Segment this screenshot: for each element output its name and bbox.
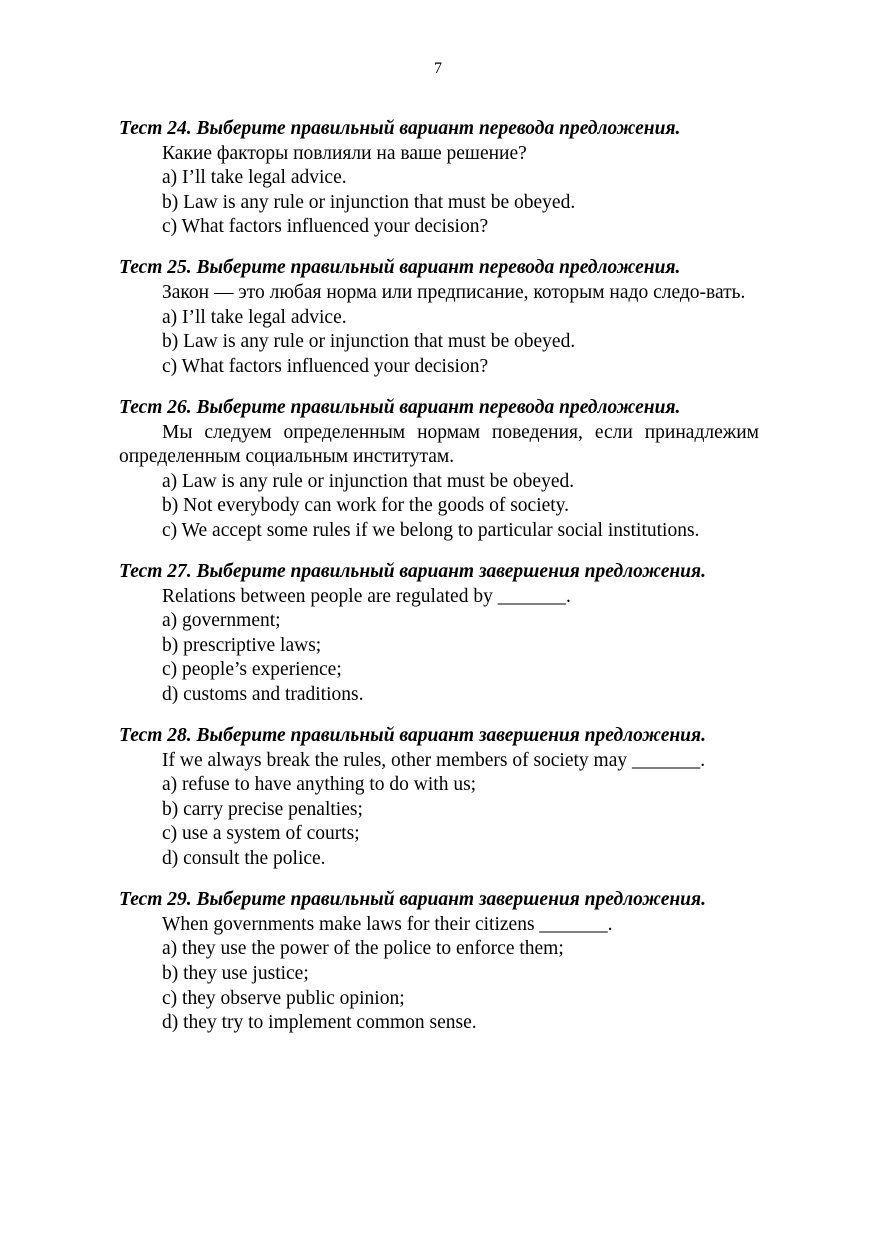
test-29	[119, 888, 759, 1036]
test-title: Тест 28. Выберите правильный вариант завершения предложения.	[119, 725, 706, 747]
answer-option-d: d) customs and traditions.	[162, 683, 364, 705]
answer-option-c: c) people’s experience;	[162, 659, 342, 681]
answer-option-a: a) Law is any rule or injunction that must be obeyed.	[162, 470, 575, 492]
test-list	[119, 117, 759, 1052]
test-28	[119, 724, 759, 872]
answer-option-a: a) government;	[162, 610, 281, 632]
answer-option-c: c) they observe public opinion;	[162, 987, 405, 1009]
test-24	[119, 117, 759, 240]
answer-option-b: b) Law is any rule or injunction that must be obeyed.	[162, 331, 576, 353]
answer-option-a: a) refuse to have anything to do with us;	[162, 774, 477, 796]
answer-option-a: a) I’ll take legal advice.	[162, 306, 347, 328]
answer-option-b: b) Law is any rule or injunction that must be obeyed.	[162, 191, 576, 213]
test-question: When governments make laws for their citizens _______.	[162, 913, 613, 935]
test-title: Тест 24. Выберите правильный вариант перевода предложения.	[119, 118, 681, 139]
answer-option-d: d) they try to implement common sense.	[162, 1012, 477, 1034]
answer-option-c: c) What factors influenced your decision?	[162, 355, 489, 377]
answer-option-b: b) they use justice;	[162, 962, 309, 984]
answer-option-c: c) We accept some rules if we belong to particular social institutions.	[162, 519, 700, 541]
answer-option-a: a) they use the power of the police to enforce them;	[162, 938, 564, 960]
test-question: Relations between people are regulated by _______.	[162, 585, 571, 607]
answer-option-a: a) I’ll take legal advice.	[162, 167, 347, 189]
test-question: Какие факторы повлияли на ваше решение?	[162, 142, 527, 164]
test-26	[119, 396, 759, 544]
test-question: Мы следуем определенным нормам поведения, если принадлежим определенным социальным институтам.	[119, 421, 759, 468]
test-title: Тест 29. Выберите правильный вариант завершения предложения.	[119, 889, 706, 911]
answer-option-b: b) Not everybody can work for the goods of society.	[162, 495, 570, 517]
answer-option-c: c) use a system of courts;	[162, 823, 360, 845]
test-title: Тест 27. Выберите правильный вариант завершения предложения.	[119, 561, 706, 582]
page-number: 7	[434, 60, 442, 77]
answer-option-b: b) prescriptive laws;	[162, 634, 322, 656]
test-25	[119, 256, 759, 379]
test-title: Тест 25. Выберите правильный вариант перевода предложения.	[119, 257, 681, 279]
test-question: If we always break the rules, other members of society may _______.	[162, 749, 706, 771]
answer-option-d: d) consult the police.	[162, 848, 326, 870]
test-27	[119, 560, 759, 708]
test-title: Тест 26. Выберите правильный вариант перевода предложения.	[119, 396, 681, 418]
answer-option-b: b) carry precise penalties;	[162, 798, 363, 820]
answer-option-c: c) What factors influenced your decision?	[162, 216, 489, 238]
test-question: Закон — это любая норма или предписание, которым надо следо-вать.	[162, 282, 746, 304]
